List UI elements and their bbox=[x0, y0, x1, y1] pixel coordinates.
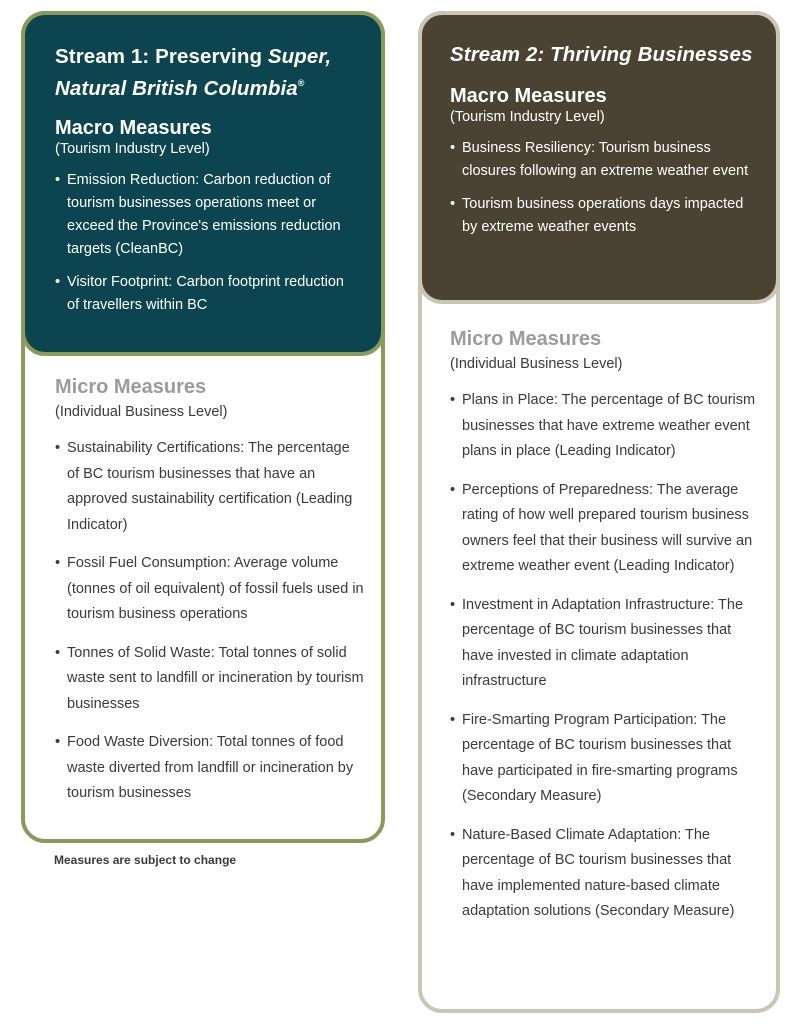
list-item: • Plans in Place: The percentage of BC tourism businesses that have extreme weather event plans in place (Leading Indicator) bbox=[450, 388, 760, 465]
stream1-card bbox=[21, 11, 385, 843]
list-item: • Nature-Based Climate Adaptation: The percentage of BC tourism businesses that have implemented nature-based climate adaptation solutions (Secondary Measure) bbox=[450, 823, 760, 925]
stream1-header-panel bbox=[21, 11, 385, 356]
stream2-micro-section bbox=[450, 327, 760, 938]
list-item: • Food Waste Diversion: Total tonnes of food waste diverted from landfill or incineration by tourism businesses bbox=[55, 730, 365, 807]
list-item: • Tourism business operations days impacted by extreme weather events bbox=[450, 193, 756, 239]
stream1-macro-subheading: (Tourism Industry Level) bbox=[55, 141, 210, 157]
stream2-micro-subheading: (Individual Business Level) bbox=[450, 356, 623, 372]
stream1-title: Stream 1: Preserving Super, Natural British Columbia® bbox=[55, 45, 332, 100]
stream1-micro-heading: Micro Measures bbox=[55, 376, 207, 398]
stream2-title: Stream 2: Thriving Businesses bbox=[450, 43, 753, 66]
stream2-macro-list bbox=[450, 137, 756, 239]
stream1-macro-heading: Macro Measures bbox=[55, 117, 212, 139]
stream2-header-panel bbox=[418, 11, 780, 304]
list-item: • Tonnes of Solid Waste: Total tonnes of solid waste sent to landfill or incineration by tourism businesses bbox=[55, 641, 365, 718]
stream2-micro-heading: Micro Measures bbox=[450, 328, 602, 350]
list-item: • Investment in Adaptation Infrastructure: The percentage of BC tourism businesses that have invested in climate adaptation infrastructure bbox=[450, 593, 760, 695]
footnote: Measures are subject to change bbox=[54, 853, 237, 867]
stream2-macro-subheading: (Tourism Industry Level) bbox=[450, 109, 605, 125]
stream1-macro-list bbox=[55, 169, 355, 317]
stream2-micro-list bbox=[450, 388, 760, 925]
list-item: • Perceptions of Preparedness: The average rating of how well prepared tourism business owners feel that their business will survive an extreme weather event (Leading Indicator) bbox=[450, 478, 760, 580]
list-item: • Visitor Footprint: Carbon footprint reduction of travellers within BC bbox=[55, 271, 355, 317]
stream2-macro-heading: Macro Measures bbox=[450, 85, 607, 107]
stream1-micro-subheading: (Individual Business Level) bbox=[55, 404, 228, 420]
list-item: • Business Resiliency: Tourism business closures following an extreme weather event bbox=[450, 137, 756, 183]
list-item: • Fire-Smarting Program Participation: The percentage of BC tourism businesses that have participated in fire-smarting programs (Secondary Measure) bbox=[450, 708, 760, 810]
stream2-card bbox=[418, 11, 780, 1013]
list-item: • Emission Reduction: Carbon reduction of tourism businesses operations meet or exceed the Province's emissions reduction targets (CleanBC) bbox=[55, 169, 355, 261]
list-item: • Sustainability Certifications: The percentage of BC tourism businesses that have an approved sustainability certification (Leading Indicator) bbox=[55, 436, 365, 538]
list-item: • Fossil Fuel Consumption: Average volume (tonnes of oil equivalent) of fossil fuels used in tourism business operations bbox=[55, 551, 365, 628]
stream1-micro-section bbox=[55, 375, 365, 820]
stream1-micro-list bbox=[55, 436, 365, 807]
